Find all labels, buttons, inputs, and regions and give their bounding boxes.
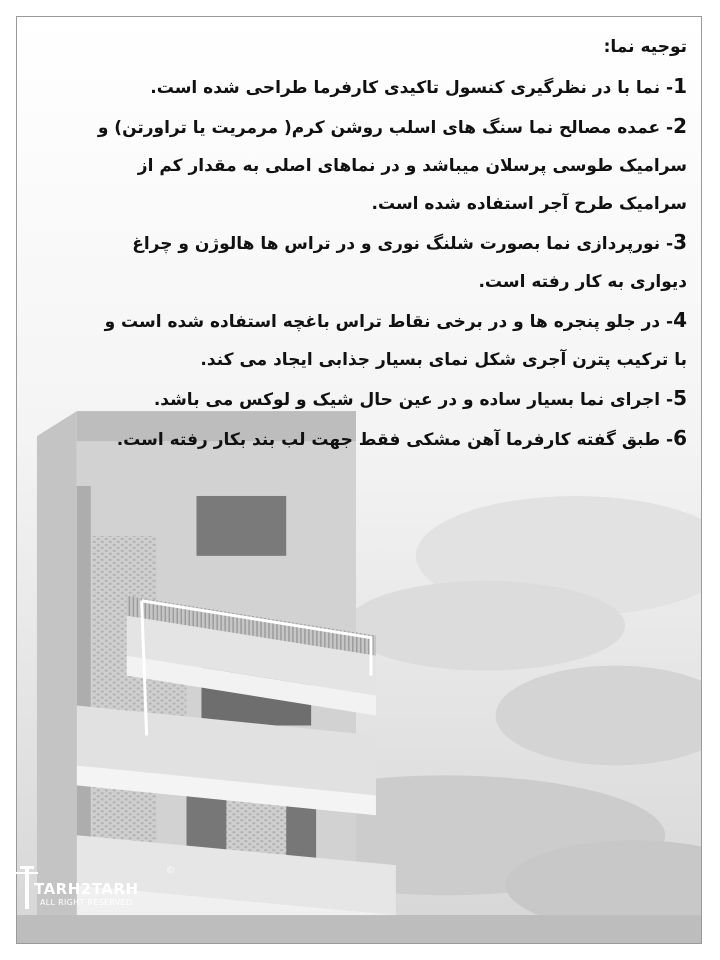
watermark-subtitle: ALL RIGHT RESERVED — [40, 898, 133, 907]
note-text: - اجرای نما بسیار ساده و در عین حال شیک و لوکس می باشد. — [153, 390, 674, 410]
notes-heading: توجیه نما: — [603, 37, 687, 57]
note-number: 1 — [673, 74, 687, 98]
watermark-copyright: © — [166, 866, 175, 876]
note-text: - عمده مصالح نما سنگ های اسلب روشن کرم( مرمریت یا تراورتن) و سرامیک طوسی پرسلان میباشد و در نماهای اصلی به مقدار کم از سرامیک طرح آجر استفاده شده است. — [97, 118, 687, 214]
watermark-brand: TARH2TARH — [34, 880, 139, 898]
note-number: 3 — [673, 230, 687, 254]
page-frame — [16, 16, 702, 944]
note-item-4 — [97, 301, 687, 379]
note-text: - در جلو پنجره ها و در برخی نقاط تراس باغچه استفاده شده است و با ترکیب پترن آجری شکل نمای بسیار جذابی ایجاد می کند. — [104, 312, 687, 370]
note-text: - نورپردازی نما بصورت شلنگ نوری و در تراس ها هالوژن و چراغ دیواری به کار رفته است. — [132, 234, 687, 292]
note-item-5 — [97, 379, 687, 419]
note-number: 2 — [673, 114, 687, 138]
note-item-1 — [97, 67, 687, 107]
note-text: - نما با در نظرگیری کنسول تاکیدی کارفرما طراحی شده است. — [150, 78, 674, 98]
facade-notes — [97, 33, 687, 459]
note-item-3 — [97, 223, 687, 301]
note-item-6 — [97, 419, 687, 459]
note-item-2 — [97, 107, 687, 223]
note-number: 4 — [673, 308, 687, 332]
note-text: - طبق گفته کارفرما آهن مشکی فقط جهت لب بند بکار رفته است. — [116, 430, 674, 450]
note-number: 6 — [673, 426, 687, 450]
note-number: 5 — [673, 386, 687, 410]
